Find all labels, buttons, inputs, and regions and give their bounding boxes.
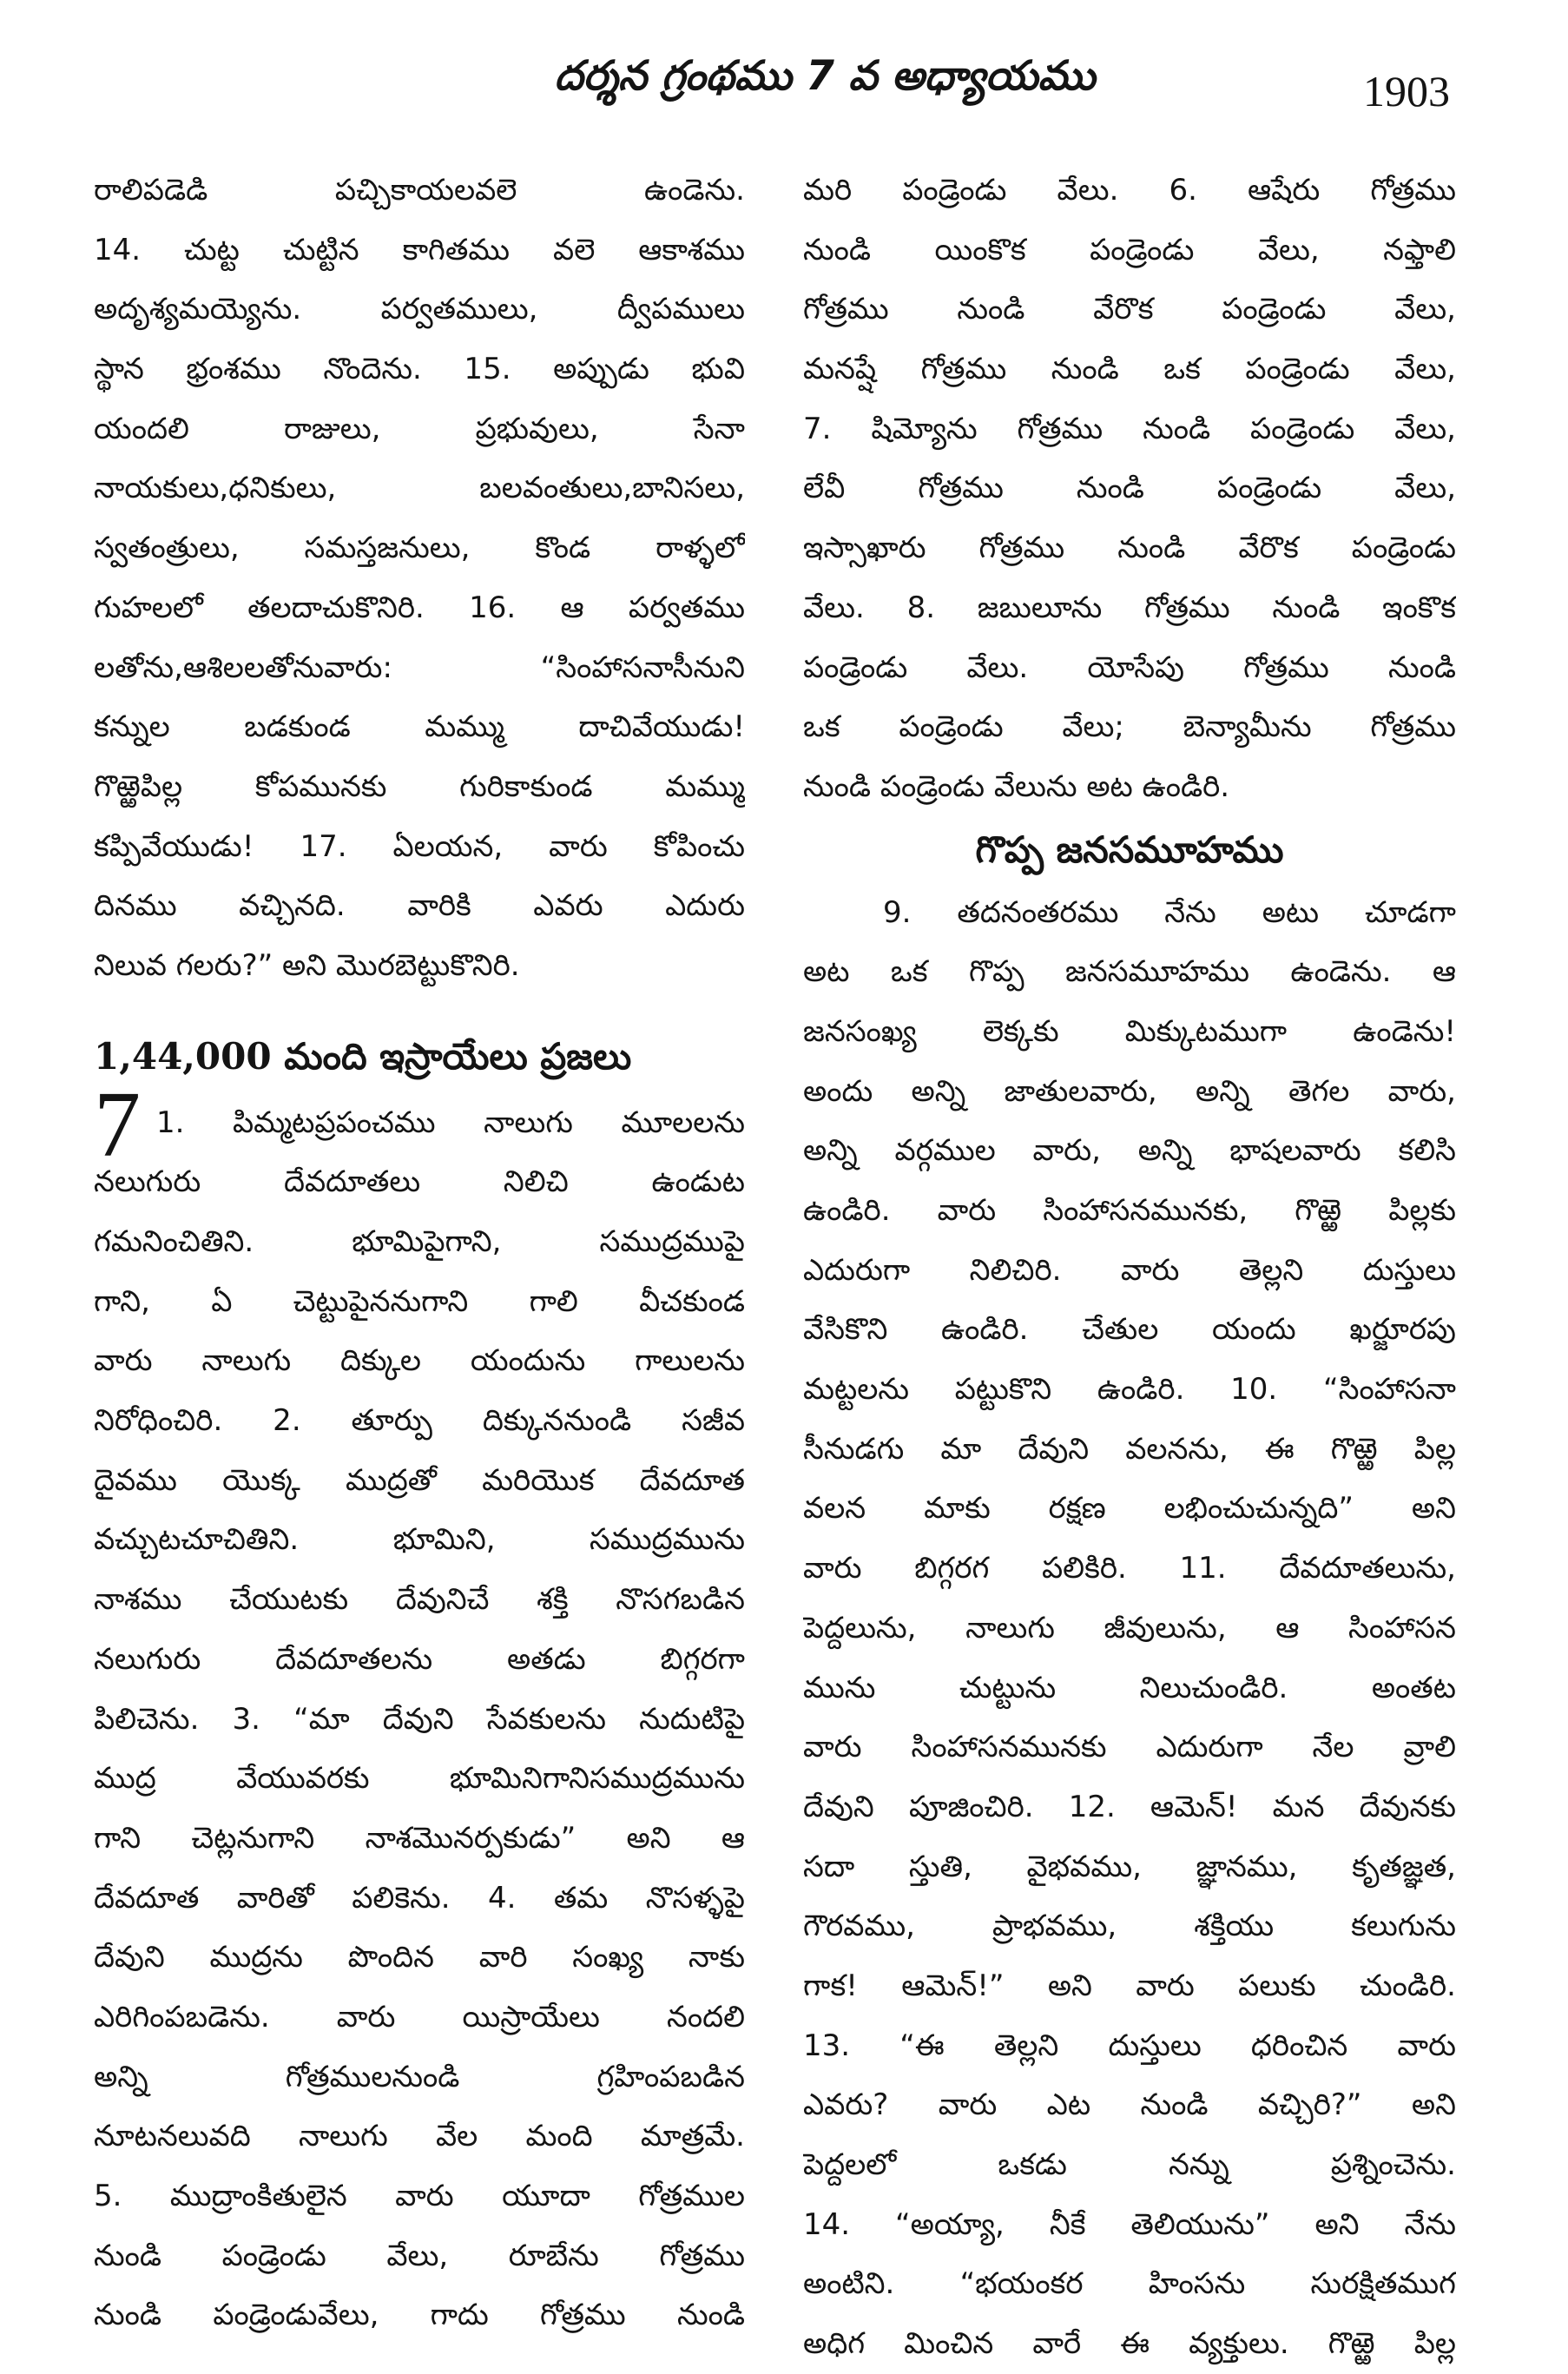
text-line: ముద్ర వేయువరకు భూమినిగానిసముద్రమును [94,1761,745,1797]
text-line: రాలిపడెడి పచ్చికాయలవలె ఉండెను. [94,173,745,208]
page-number: 1903 [1363,67,1450,115]
text-line: నుండి పండ్రెండు వేలును అట ఉండిరి. [803,768,1230,804]
text-line: 14. “అయ్యా, నీకే తెలియును” అని నేను [803,2206,1456,2242]
text-line: గాక! ఆమెన్!” అని వారు పలుకు చుండిరి. [803,1968,1456,2003]
text-line: గొఱ్ఱెపిల్ల కోపమునకు గురికాకుండ మమ్ము [94,768,745,804]
text-line: స్థాన భ్రంశము నొందెను. 15. అప్పుడు భువి [94,352,745,387]
chapter-first-line: 1. పిమ్మటప్రపంచము నాలుగు మూలలను [156,1105,745,1140]
text-line: అంటిని. “భయంకర హింసను సురక్షితముగ [803,2266,1456,2302]
text-line: దినము వచ్చినది. వారికి ఎవరు ఎదురు [94,888,745,924]
text-line: గమనించితిని. భూమిపైగాని, సముద్రముపై [94,1224,745,1259]
text-line: నలుగురు దేవదూతలను అతడు బిగ్గరగా [94,1641,745,1677]
text-line: వచ్చుటచూచితిని. భూమిని, సముద్రమును [94,1522,745,1558]
text-line: నలుగురు దేవదూతలు నిలిచి ఉండుట [94,1164,745,1200]
text-line: మరి పండ్రెండు వేలు. 6. ఆషేరు గోత్రము [803,173,1456,208]
running-header: దర్శన గ్రంథము 7 వ అధ్యాయము [554,52,1096,100]
text-line: 14. చుట్ట చుట్టిన కాగితము వలె ఆకాశము [94,232,745,267]
text-line: సీనుడగు మా దేవుని వలనను, ఈ గొఱ్ఱె పిల్ల [803,1431,1456,1467]
text-line: పండ్రెండు వేలు. యోసేపు గోత్రము నుండి [803,650,1456,685]
text-line: నాశము చేయుటకు దేవునిచే శక్తి నొసగబడిన [94,1582,745,1618]
text-line: వేసికొని ఉండిరి. చేతుల యందు ఖర్జూరపు [803,1312,1456,1348]
left-top-text [94,161,745,996]
text-line: అన్ని గోత్రములనుండి గ్రహింపబడిన [94,2059,745,2094]
text-line: లేవీ గోత్రము నుండి పండ్రెండు వేలు, [803,471,1456,506]
text-line: గుహలలో తలదాచుకొనిరి. 16. ఆ పర్వతము [94,590,745,625]
text-line: ఎదురుగా నిలిచిరి. వారు తెల్లని దుస్తులు [803,1252,1456,1288]
text-line: జనసంఖ్య లెక్కకు మిక్కుటముగా ఉండెను! [803,1013,1456,1049]
text-line: వారు బిగ్గరగ పలికిరి. 11. దేవదూతలును, [803,1551,1456,1586]
text-line: వారు సింహాసనమునకు ఎదురుగా నేల వ్రాలి [803,1730,1456,1765]
text-line: నాయకులు,ధనికులు, బలవంతులు,బానిసలు, [94,471,745,506]
text-line: పెద్దలును, నాలుగు జీవులును, ఆ సింహాసన [803,1610,1456,1645]
text-line: మును చుట్టును నిలుచుండిరి. అంతట [803,1670,1456,1705]
text-line: వేలు. 8. జబులూను గోత్రము నుండి ఇంకొక [803,590,1456,625]
text-line: అన్ని వర్గముల వారు, అన్ని భాషలవారు కలిసి [803,1133,1456,1169]
text-line: నుండి పండ్రెండు వేలు, రూబేను గోత్రము [94,2238,745,2273]
right-bottom-text [803,942,1456,2374]
text-line: దేవుని పూజించిరి. 12. ఆమెన్! మన దేవునకు [803,1789,1456,1824]
text-line: గోత్రము నుండి వేరొక పండ్రెండు వేలు, [803,292,1456,327]
text-line: యందలి రాజులు, ప్రభువులు, సేనా [94,411,745,446]
text-line: స్వతంత్రులు, సమస్తజనులు, కొండ రాళ్ళలో [94,531,745,566]
text-line: నుండి పండ్రెండువేలు, గాదు గోత్రము నుండి [94,2298,745,2333]
text-line: సదా స్తుతి, వైభవము, జ్ఞానము, కృతజ్ఞత, [803,1849,1456,1884]
left-bottom-text [94,1152,745,2345]
chapter-start [94,1072,745,1177]
section-heading-great-multitude: గొప్ప జనసమూహము [975,828,1284,871]
text-line: ఉండిరి. వారు సింహాసనమునకు, గొఱ్ఱె పిల్లకు [803,1193,1456,1228]
text-line: గాని చెట్లనుగాని నాశమొనర్పకుడు” అని ఆ [94,1820,745,1856]
text-line: 13. “ఈ తెల్లని దుస్తులు ధరించిన వారు [803,2028,1456,2063]
text-line: నిలువ గలరు?” అని మొరబెట్టుకొనిరి. [94,947,520,983]
text-line: దేవదూత వారితో పలికెను. 4. తమ నొసళ్ళపై [94,1880,745,1916]
text-line: 5. ముద్రాంకితులైన వారు యూదా గోత్రముల [94,2179,745,2213]
text-line: ఎవరు? వారు ఎట నుండి వచ్చిరి?” అని [803,2087,1456,2123]
right-column [803,161,1456,2374]
text-line: పెద్దలలో ఒకడు నన్ను ప్రశ్నించెను. [803,2147,1456,2182]
text-line: 7. షిమ్యోను గోత్రము నుండి పండ్రెండు వేలు, [803,411,1456,446]
text-line: అధిగ మించిన వారే ఈ వ్యక్తులు. గొఱ్ఱె పిల్ల [803,2326,1456,2362]
text-line: ఒక పండ్రెండు వేలు; బెన్యామీను గోత్రము [803,709,1456,745]
chapter-number: 7 [94,1072,141,1177]
section-heading-text: మంది ఇస్రాయేలు ప్రజలు [284,1034,632,1078]
text-line: దైవము యొక్క ముద్రతో మరియొక దేవదూత [94,1462,745,1498]
section-heading-144000 [94,1020,745,1093]
text-line: దేవుని ముద్రను పొందిన వారి సంఖ్య నాకు [94,1940,745,1975]
text-line: అందు అన్ని జాతులవారు, అన్ని తెగల వారు, [803,1073,1456,1109]
text-line: అదృశ్యమయ్యెను. పర్వతములు, ద్వీపములు [94,292,745,327]
text-line: కన్నుల బడకుండ మమ్ము దాచివేయుడు! [94,709,745,745]
text-line: నుండి యింకొక పండ్రెండు వేలు, నఫ్తాలి [803,232,1456,267]
right-top-text [803,161,1456,817]
paragraph-first-line: 9. తదనంతరము నేను అటు చూడగా [883,894,1456,930]
text-line: నూటనలువది నాలుగు వేల మంది మాత్రమే. [94,2119,745,2154]
text-line: ఎరిగింపబడెను. వారు యిస్రాయేలు నందలి [94,1999,745,2034]
text-line: మనష్షే గోత్రము నుండి ఒక పండ్రెండు వేలు, [803,352,1456,387]
text-line: అట ఒక గొప్ప జనసమూహము ఉండెను. ఆ [803,954,1456,990]
text-line: నిరోధించిరి. 2. తూర్పు దిక్కుననుండి సజీవ [94,1403,745,1439]
section-heading-number: 1,44,000 [94,1034,272,1078]
text-line: వారు నాలుగు దిక్కుల యందును గాలులను [94,1343,745,1379]
left-column [94,161,745,2345]
text-line: లతోను,ఆశిలలతోనువారు: “సింహాసనాసీనుని [94,650,745,685]
text-line: కప్పివేయుడు! 17. ఏలయన, వారు కోపించు [94,828,745,864]
text-line: గాని, ఏ చెట్టుపైననుగాని గాలి వీచకుండ [94,1283,745,1319]
text-line: ఇస్సాఖారు గోత్రము నుండి వేరొక పండ్రెండు [803,531,1456,566]
text-line: పిలిచెను. 3. “మా దేవుని సేవకులను నుదుటిపై [94,1701,745,1737]
text-line: మట్టలను పట్టుకొని ఉండిరి. 10. “సింహాసనా [803,1372,1456,1408]
text-line: గౌరవము, ప్రాభవము, శక్తియు కలుగును [803,1909,1456,1944]
text-line: వలన మాకు రక్షణ లభించుచున్నది” అని [803,1491,1456,1527]
